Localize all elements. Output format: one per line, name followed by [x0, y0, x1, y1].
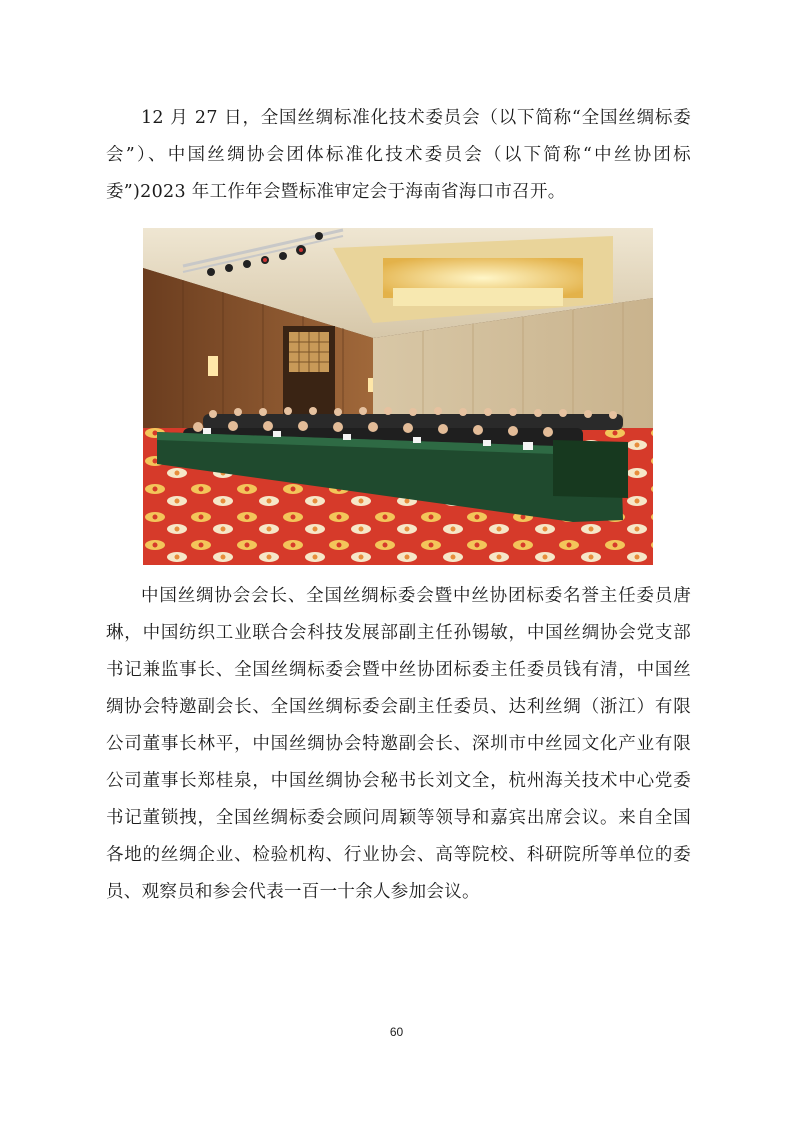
- page-number: 60: [389, 1025, 404, 1039]
- intro-paragraph: 12 月 27 日，全国丝绸标准化技术委员会（以下简称“全国丝绸标委会”）、中国丝绸协会团体标准化技术委员会（以下简称“中丝协团标委”)2023 年工作年会暨标准审定会于海南省海口市召开。: [106, 108, 691, 202]
- meeting-photo: [143, 228, 653, 565]
- meeting-hall-image: [143, 228, 653, 565]
- attendees-paragraph: 中国丝绸协会会长、全国丝绸标委会暨中丝协团标委名誉主任委员唐琳，中国纺织工业联合会科技发展部副主任孙锡敏，中国丝绸协会党支部书记兼监事长、全国丝绸标委会暨中丝协团标委主任委员钱有清，中国丝绸协会特邀副会长、全国丝绸标委会副主任委员、达利丝绸（浙江）有限公司董事长林平，中国丝绸协会特邀副会长、深圳市中丝园文化产业有限公司董事长郑桂泉，中国丝绸协会秘书长刘文全，杭州海关技术中心党委书记董锁拽，全国丝绸标委会顾问周颖等领导和嘉宾出席会议。来自全国各地的丝绸企业、检验机构、行业协会、高等院校、科研院所等单位的委员、观察员和参会代表一百一十余人参加会议。: [106, 586, 691, 902]
